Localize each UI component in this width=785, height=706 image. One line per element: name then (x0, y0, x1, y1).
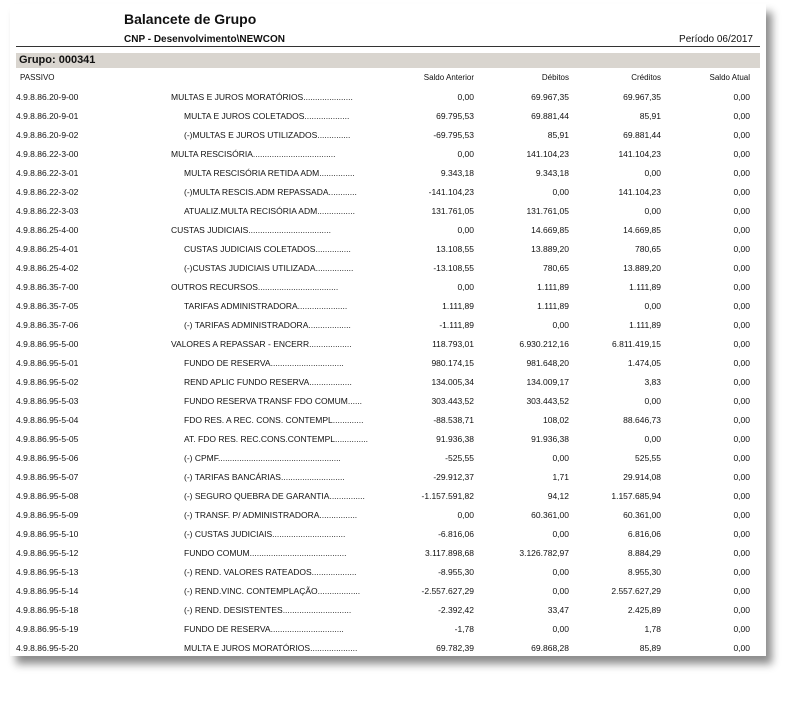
debitos-value: 1.111,89 (537, 301, 569, 311)
account-description: CUSTAS JUDICIAIS................................... (171, 225, 331, 235)
saldo-atual-value: 0,00 (733, 605, 750, 615)
account-description: MULTA E JUROS MORATÓRIOS.................... (184, 643, 358, 653)
creditos-value: 88.646,73 (623, 415, 661, 425)
debitos-value: 1,71 (552, 472, 569, 482)
debitos-value: 131.761,05 (526, 206, 569, 216)
saldo-atual-value: 0,00 (733, 301, 750, 311)
debitos-value: 1.111,89 (537, 282, 569, 292)
table-row (10, 221, 766, 240)
creditos-value: 0,00 (644, 396, 661, 406)
table-row (10, 278, 766, 297)
account-code: 4.9.8.86.95-5-02 (16, 377, 79, 387)
table-row (10, 563, 766, 582)
debitos-value: 981.648,20 (526, 358, 569, 368)
account-description: MULTA RESCISÓRIA RETIDA ADM............... (184, 168, 355, 178)
creditos-value: 13.889,20 (623, 263, 661, 273)
account-code: 4.9.8.86.95-5-13 (16, 567, 79, 577)
saldo-anterior-value: 13.108,55 (436, 244, 474, 254)
debitos-value: 85,91 (547, 130, 569, 140)
saldo-atual-value: 0,00 (733, 643, 750, 653)
col-debitos: Débitos (541, 73, 569, 82)
account-description: (-) CPMF.................................................... (184, 453, 341, 463)
debitos-value: 0,00 (552, 529, 569, 539)
account-code: 4.9.8.86.95-5-18 (16, 605, 79, 615)
account-code: 4.9.8.86.95-5-08 (16, 491, 79, 501)
account-description: REND APLIC FUNDO RESERVA.................. (184, 377, 352, 387)
creditos-value: 141.104,23 (618, 187, 661, 197)
debitos-value: 134.009,17 (526, 377, 569, 387)
creditos-value: 85,89 (639, 643, 661, 653)
account-description: (-) REND.VINC. CONTEMPLAÇÃO.................. (184, 586, 361, 596)
account-description: (-) TARIFAS ADMINISTRADORA.................. (184, 320, 351, 330)
saldo-anterior-value: 91.936,38 (436, 434, 474, 444)
report-title: Balancete de Grupo (124, 11, 257, 27)
creditos-value: 14.669,85 (623, 225, 661, 235)
table-row (10, 449, 766, 468)
col-creditos: Créditos (631, 73, 661, 82)
debitos-value: 60.361,00 (531, 510, 569, 520)
saldo-atual-value: 0,00 (733, 149, 750, 159)
table-row (10, 107, 766, 126)
saldo-atual-value: 0,00 (733, 320, 750, 330)
table-row (10, 202, 766, 221)
saldo-anterior-value: 980.174,15 (431, 358, 474, 368)
creditos-value: 0,00 (644, 301, 661, 311)
group-header: Grupo: 000341 (16, 53, 760, 68)
saldo-anterior-value: -1,78 (454, 624, 474, 634)
debitos-value: 6.930.212,16 (519, 339, 569, 349)
saldo-atual-value: 0,00 (733, 453, 750, 463)
saldo-anterior-value: 9.343,18 (440, 168, 474, 178)
report-period: Período 06/2017 (679, 34, 753, 45)
debitos-value: 14.669,85 (531, 225, 569, 235)
column-headers (10, 72, 766, 84)
saldo-anterior-value: 3.117.898,68 (425, 548, 474, 558)
saldo-atual-value: 0,00 (733, 168, 750, 178)
account-code: 4.9.8.86.95-5-20 (16, 643, 79, 653)
account-description: (-) TARIFAS BANCÁRIAS........................... (184, 472, 345, 482)
saldo-atual-value: 0,00 (733, 472, 750, 482)
table-row (10, 411, 766, 430)
account-code: 4.9.8.86.22-3-00 (16, 149, 79, 159)
debitos-value: 91.936,38 (531, 434, 569, 444)
saldo-atual-value: 0,00 (733, 92, 750, 102)
table-row (10, 601, 766, 620)
ledger-rows (10, 88, 766, 656)
table-row (10, 240, 766, 259)
saldo-atual-value: 0,00 (733, 187, 750, 197)
saldo-atual-value: 0,00 (733, 244, 750, 254)
debitos-value: 0,00 (552, 624, 569, 634)
creditos-value: 525,55 (635, 453, 661, 463)
debitos-value: 3.126.782,97 (519, 548, 569, 558)
debitos-value: 33,47 (547, 605, 569, 615)
saldo-anterior-value: 69.795,53 (436, 111, 474, 121)
account-code: 4.9.8.86.22-3-01 (16, 168, 79, 178)
account-description: FUNDO DE RESERVA............................... (184, 624, 344, 634)
debitos-value: 69.881,44 (531, 111, 569, 121)
creditos-value: 0,00 (644, 434, 661, 444)
account-code: 4.9.8.86.95-5-09 (16, 510, 79, 520)
saldo-atual-value: 0,00 (733, 396, 750, 406)
saldo-anterior-value: -8.955,30 (438, 567, 474, 577)
creditos-value: 8.955,30 (627, 567, 661, 577)
saldo-atual-value: 0,00 (733, 548, 750, 558)
saldo-atual-value: 0,00 (733, 586, 750, 596)
creditos-value: 1.111,89 (629, 320, 661, 330)
report-page (10, 4, 766, 656)
saldo-anterior-value: -29.912,37 (433, 472, 474, 482)
creditos-value: 780,65 (635, 244, 661, 254)
saldo-anterior-value: 118.793,01 (432, 339, 474, 349)
table-row (10, 373, 766, 392)
saldo-anterior-value: 303.443,52 (431, 396, 474, 406)
saldo-atual-value: 0,00 (733, 111, 750, 121)
creditos-value: 1,78 (644, 624, 661, 634)
account-code: 4.9.8.86.95-5-10 (16, 529, 79, 539)
table-row (10, 639, 766, 656)
account-description: (-) SEGURO QUEBRA DE GARANTIA............... (184, 491, 365, 501)
saldo-anterior-value: -525,55 (445, 453, 474, 463)
saldo-atual-value: 0,00 (733, 624, 750, 634)
account-description: VALORES A REPASSAR - ENCERR.................. (171, 339, 352, 349)
table-row (10, 430, 766, 449)
account-description: MULTA RESCISÓRIA................................... (171, 149, 336, 159)
account-code: 4.9.8.86.22-3-03 (16, 206, 79, 216)
table-row (10, 88, 766, 107)
saldo-atual-value: 0,00 (733, 434, 750, 444)
account-code: 4.9.8.86.35-7-05 (16, 301, 79, 311)
debitos-value: 780,65 (543, 263, 569, 273)
table-row (10, 525, 766, 544)
debitos-value: 0,00 (552, 453, 569, 463)
table-row (10, 544, 766, 563)
debitos-value: 0,00 (552, 320, 569, 330)
table-row (10, 164, 766, 183)
account-code: 4.9.8.86.95-5-06 (16, 453, 79, 463)
table-row (10, 392, 766, 411)
debitos-value: 0,00 (552, 567, 569, 577)
table-row (10, 183, 766, 202)
saldo-anterior-value: -6.816,06 (438, 529, 474, 539)
saldo-anterior-value: 0,00 (457, 510, 474, 520)
creditos-value: 0,00 (644, 206, 661, 216)
debitos-value: 108,02 (543, 415, 569, 425)
table-row (10, 620, 766, 639)
account-description: FUNDO DE RESERVA............................... (184, 358, 344, 368)
saldo-anterior-value: -69.795,53 (433, 130, 474, 140)
saldo-anterior-value: 131.761,05 (431, 206, 474, 216)
creditos-value: 69.881,44 (623, 130, 661, 140)
table-row (10, 259, 766, 278)
saldo-atual-value: 0,00 (733, 529, 750, 539)
saldo-atual-value: 0,00 (733, 377, 750, 387)
header-divider (16, 46, 760, 47)
debitos-value: 94,12 (547, 491, 569, 501)
account-code: 4.9.8.86.20-9-02 (16, 130, 79, 140)
saldo-anterior-value: -88.538,71 (433, 415, 474, 425)
account-description: (-)MULTA RESCIS.ADM REPASSADA............ (184, 187, 357, 197)
saldo-atual-value: 0,00 (733, 339, 750, 349)
saldo-anterior-value: -141.104,23 (428, 187, 474, 197)
debitos-value: 9.343,18 (535, 168, 569, 178)
col-saldo-anterior: Saldo Anterior (423, 73, 474, 82)
saldo-anterior-value: -1.111,89 (439, 320, 474, 330)
account-code: 4.9.8.86.95-5-12 (16, 548, 79, 558)
creditos-value: 6.811.419,15 (612, 339, 661, 349)
saldo-anterior-value: -2.557.627,29 (421, 586, 474, 596)
saldo-anterior-value: 69.782,39 (436, 643, 474, 653)
saldo-atual-value: 0,00 (733, 358, 750, 368)
creditos-value: 0,00 (644, 168, 661, 178)
creditos-value: 3,83 (644, 377, 661, 387)
account-code: 4.9.8.86.95-5-03 (16, 396, 79, 406)
debitos-value: 69.868,28 (531, 643, 569, 653)
table-row (10, 582, 766, 601)
account-code: 4.9.8.86.95-5-14 (16, 586, 79, 596)
account-code: 4.9.8.86.25-4-02 (16, 263, 79, 273)
account-description: (-) REND. DESISTENTES............................. (184, 605, 352, 615)
account-code: 4.9.8.86.95-5-07 (16, 472, 79, 482)
creditos-value: 2.425,89 (627, 605, 661, 615)
creditos-value: 2.557.627,29 (611, 586, 661, 596)
account-code: 4.9.8.86.25-4-01 (16, 244, 79, 254)
saldo-atual-value: 0,00 (733, 206, 750, 216)
saldo-anterior-value: 1.111,89 (442, 301, 474, 311)
account-description: (-)MULTAS E JUROS UTILIZADOS.............. (184, 130, 351, 140)
saldo-anterior-value: -2.392,42 (438, 605, 474, 615)
account-code: 4.9.8.86.95-5-04 (16, 415, 79, 425)
creditos-value: 141.104,23 (618, 149, 661, 159)
table-row (10, 354, 766, 373)
creditos-value: 1.474,05 (627, 358, 661, 368)
creditos-value: 60.361,00 (623, 510, 661, 520)
account-description: ATUALIZ.MULTA RECISÓRIA ADM................ (184, 206, 355, 216)
account-code: 4.9.8.86.35-7-00 (16, 282, 79, 292)
creditos-value: 29.914,08 (623, 472, 661, 482)
account-description: FDO RES. A REC. CONS. CONTEMPL............. (184, 415, 364, 425)
creditos-value: 1.157.685,94 (611, 491, 661, 501)
debitos-value: 13.889,20 (531, 244, 569, 254)
saldo-atual-value: 0,00 (733, 130, 750, 140)
table-row (10, 468, 766, 487)
saldo-atual-value: 0,00 (733, 225, 750, 235)
creditos-value: 6.816,06 (627, 529, 661, 539)
account-description: MULTA E JUROS COLETADOS................... (184, 111, 350, 121)
account-description: (-) CUSTAS JUDICIAIS............................... (184, 529, 346, 539)
account-code: 4.9.8.86.95-5-19 (16, 624, 79, 634)
table-row (10, 335, 766, 354)
saldo-atual-value: 0,00 (733, 491, 750, 501)
saldo-atual-value: 0,00 (733, 415, 750, 425)
section-label: PASSIVO (20, 73, 55, 82)
saldo-anterior-value: 0,00 (457, 149, 474, 159)
account-code: 4.9.8.86.95-5-05 (16, 434, 79, 444)
saldo-anterior-value: 0,00 (457, 92, 474, 102)
account-description: FUNDO RESERVA TRANSF FDO COMUM...... (184, 396, 363, 406)
account-code: 4.9.8.86.25-4-00 (16, 225, 79, 235)
account-description: CUSTAS JUDICIAIS COLETADOS............... (184, 244, 351, 254)
table-row (10, 487, 766, 506)
debitos-value: 0,00 (552, 187, 569, 197)
debitos-value: 0,00 (552, 586, 569, 596)
saldo-anterior-value: 0,00 (457, 282, 474, 292)
creditos-value: 85,91 (639, 111, 661, 121)
account-description: OUTROS RECURSOS.................................. (171, 282, 339, 292)
saldo-atual-value: 0,00 (733, 510, 750, 520)
account-description: (-) TRANSF. P/ ADMINISTRADORA................ (184, 510, 358, 520)
creditos-value: 1.111,89 (629, 282, 661, 292)
account-description: FUNDO COMUM......................................... (184, 548, 347, 558)
report-subtitle: CNP - Desenvolvimento\NEWCON (124, 34, 285, 45)
saldo-atual-value: 0,00 (733, 263, 750, 273)
account-code: 4.9.8.86.95-5-01 (16, 358, 79, 368)
table-row (10, 297, 766, 316)
account-code: 4.9.8.86.35-7-06 (16, 320, 79, 330)
creditos-value: 8.884,29 (627, 548, 661, 558)
account-description: AT. FDO RES. REC.CONS.CONTEMPL.............. (184, 434, 369, 444)
account-description: (-)CUSTAS JUDICIAIS UTILIZADA................ (184, 263, 354, 273)
account-code: 4.9.8.86.20-9-00 (16, 92, 79, 102)
table-row (10, 145, 766, 164)
saldo-anterior-value: 134.005,34 (431, 377, 474, 387)
table-row (10, 316, 766, 335)
debitos-value: 303.443,52 (526, 396, 569, 406)
account-description: MULTAS E JUROS MORATÓRIOS..................... (171, 92, 353, 102)
account-code: 4.9.8.86.95-5-00 (16, 339, 79, 349)
col-saldo-atual: Saldo Atual (709, 73, 750, 82)
saldo-anterior-value: -1.157.591,82 (421, 491, 474, 501)
saldo-atual-value: 0,00 (733, 567, 750, 577)
account-description: TARIFAS ADMINISTRADORA..................... (184, 301, 348, 311)
debitos-value: 69.967,35 (531, 92, 569, 102)
table-row (10, 126, 766, 145)
creditos-value: 69.967,35 (623, 92, 661, 102)
account-code: 4.9.8.86.20-9-01 (16, 111, 79, 121)
saldo-atual-value: 0,00 (733, 282, 750, 292)
table-row (10, 506, 766, 525)
debitos-value: 141.104,23 (526, 149, 569, 159)
saldo-anterior-value: 0,00 (457, 225, 474, 235)
account-description: (-) REND. VALORES RATEADOS................... (184, 567, 357, 577)
account-code: 4.9.8.86.22-3-02 (16, 187, 79, 197)
saldo-anterior-value: -13.108,55 (433, 263, 474, 273)
